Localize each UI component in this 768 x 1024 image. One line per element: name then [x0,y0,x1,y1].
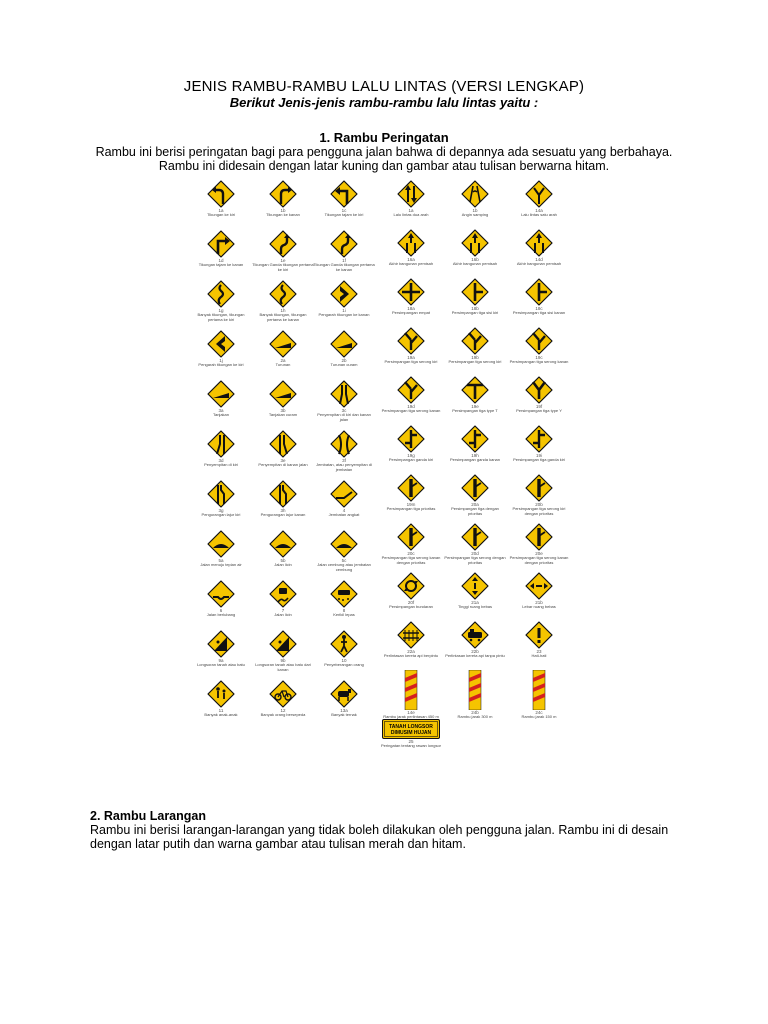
sign-caption: Tanjakan curam [268,412,298,417]
right-sign-24c [508,670,570,720]
sign-caption: Jalan cembung atau jembatan cembung [317,562,371,572]
sign-caption: Persimpangan ganda kanan [449,457,501,462]
left-sign-12 [252,680,314,718]
sign-caption: Persimpangan tiga sisi kanan [512,310,566,315]
sign-code: 20d [471,551,479,556]
sign-code: 19m [406,502,416,507]
distance-board-icon [404,670,418,710]
priority-icon [397,523,425,551]
sign-caption: Penyempitan di kanan jalan [258,462,308,467]
divider-end-icon [525,229,553,257]
sign-code: 13a [340,708,348,713]
sign-caption: Tikungan tajam ke kanan [198,262,244,267]
descent-icon [269,330,297,358]
landslide-board-icon [382,719,440,739]
right-sign-20a [444,474,506,516]
sign-caption: Banyak ternak [331,712,357,717]
right-sign-16b [444,229,506,267]
left-sign-5a [190,530,252,568]
sign-code: 19a [407,355,415,360]
sign-caption: Pengarah tikungan ke kiri [198,362,244,367]
right-sign-21a [444,572,506,610]
right-sign-16a [380,229,442,267]
sign-code: 14e [407,710,415,715]
left-sign-3b [252,380,314,418]
chevron-right-icon [330,280,358,308]
sign-caption: Lalu lintas dua arah [393,212,429,217]
sign-code: 4 [342,508,346,513]
priority-icon [397,474,425,502]
y-junction-icon [461,327,489,355]
right-sign-19h [444,425,506,463]
train-icon [461,621,489,649]
pothole-icon [207,580,235,608]
sign-caption: Hati-hati [531,653,547,658]
sign-caption: Akhir bangunan pemisah [516,261,562,266]
left-sign-6 [190,580,252,618]
sign-caption: Longsoran tanah atau batu [197,662,245,667]
right-sign-14e [380,670,442,720]
sign-caption: Tikungan Ganda tikungan pertama ke kanan [313,262,375,272]
right-sign-19m [380,474,442,512]
right-sign-18b [444,278,506,316]
sign-code: 18a [407,306,415,311]
left-sign-1e [252,230,314,272]
sign-caption: Persimpangan tiga serong kanan [509,359,569,364]
sign-code: 22b [471,649,479,654]
left-sign-1j [190,330,252,368]
two-way-icon [397,180,425,208]
sign-code: 1b [280,208,286,213]
priority-icon [461,474,489,502]
sign-caption: Tikungan Ganda tikungan pertama ke kiri [252,262,314,272]
sign-caption: Persimpangan tiga type T [452,408,498,413]
sign-code: 9a [218,658,224,663]
sign-caption: Pengarah tikungan ke kanan [318,312,370,317]
winding-road-icon [207,280,235,308]
double-curve-icon [269,230,297,258]
left-sign-3e [252,430,314,468]
sign-code: 25 [408,739,414,744]
landslide-board-text-line-2: DIMUSIM HUJAN [390,730,432,736]
sign-caption: Banyak tikungan, tikungan pertama ke kanan [259,312,307,322]
sign-code: 20c [407,551,415,556]
sign-code: 21b [535,600,543,605]
rockfall-icon [269,630,297,658]
sign-caption: Persimpangan tiga dengan prioritas [451,506,499,516]
sign-caption: Tikungan ke kanan [266,212,300,217]
left-sign-1h [252,280,314,322]
sign-caption: Jalan menuju tepian air [200,562,242,567]
left-sign-1b [252,180,314,218]
sign-code: 19f [535,404,543,409]
right-sign-19i [508,425,570,463]
left-sign-10 [313,630,375,668]
sign-code: 20e [535,551,543,556]
document-subtitle: Berikut Jenis-jenis rambu-rambu lalu lintas yaitu : [229,95,539,110]
sign-code: 23 [536,649,542,654]
sign-caption: Persimpangan tiga sisi kiri [451,310,499,315]
right-sign-20e [508,523,570,565]
right-sign-20f [380,572,442,610]
right-sign-1a [380,180,442,218]
right-sign-24b [444,670,506,720]
curve-left-icon [207,180,235,208]
staggered-icon [461,425,489,453]
sign-caption: Banyak orang bersepeda [260,712,306,717]
right-sign-19b [444,327,506,365]
sign-code: 24b [471,710,479,715]
sign-caption: Longsoran tanah atau batu dari kanan [255,662,311,672]
left-sign-9a [190,630,252,668]
winding-road-icon [269,280,297,308]
right-sign-19e [444,376,506,414]
sign-code: 5c [341,558,347,563]
y-junction-icon [397,327,425,355]
sign-code: 19e [471,404,479,409]
distance-board-icon [468,670,482,710]
sign-code: 5a [218,558,224,563]
priority-icon [525,523,553,551]
sign-code: 1e [280,258,286,263]
sign-caption: Rambu jarak perlintasan 450 m [383,714,439,719]
sign-caption: Penyempitan di kiri [204,462,238,467]
pedestrian-icon [330,630,358,658]
section-1-line-1: Rambu ini berisi peringatan bagi para pengguna jalan bahwa di depannya ada sesuatu yang berbahaya. [95,145,673,159]
roundabout-icon [397,572,425,600]
y-type-icon [525,376,553,404]
curve-right-icon [269,180,297,208]
sign-code: 22a [407,649,415,654]
sign-caption: Persimpangan bundaran [389,604,433,609]
sign-code: 1h [280,308,286,313]
sign-code: 21a [471,600,479,605]
merge-icon [525,180,553,208]
sign-code: 10 [341,658,347,663]
sign-caption: Jalan licin [274,612,292,617]
left-sign-3c [313,380,375,422]
left-sign-3d [190,430,252,468]
sign-caption: Tikungan ke kiri [207,212,235,217]
sign-code: 1g [218,308,224,313]
left-sign-7 [252,580,314,618]
sign-code: 3d [218,458,224,463]
drawbridge-icon [330,480,358,508]
sign-caption: Persimpangan tiga type Y [516,408,562,413]
document-title: JENIS RAMBU-RAMBU LALU LINTAS (VERSI LENGKAP) [183,78,585,95]
width-icon [525,572,553,600]
sign-caption: Penyeberangan orang [324,662,364,667]
sign-code: 19d [407,404,415,409]
sign-code: 16a [407,257,415,262]
sign-code: 3a [218,408,224,413]
right-sign-19d [380,376,442,414]
left-sign-13a [313,680,375,718]
sign-caption: Persimpangan tiga serong kiri dengan prioritas [512,506,566,516]
sign-code: 20f [407,600,415,605]
divider-end-icon [397,229,425,257]
sign-code: 1i [342,308,346,313]
crossroad-icon [397,278,425,306]
sign-code: 1j [219,358,223,363]
landslide-board-text-line-1: TANAH LONGSOR [389,724,433,730]
sign-code: 24c [535,710,543,715]
sign-caption: Jembatan, atau penyempitan di jembatan [316,462,372,472]
sign-code: 1a [408,208,414,213]
bump-icon [330,530,358,558]
right-sign-22b [444,621,506,659]
bridge-icon [330,430,358,458]
t-type-icon [461,376,489,404]
sign-caption: Akhir bangunan pemisah [388,261,434,266]
sign-code: 11 [218,708,224,713]
children-icon [207,680,235,708]
staggered-icon [525,425,553,453]
sign-code: 19i [535,453,542,458]
sign-code: 3b [280,408,286,413]
sign-code: 16b [471,257,479,262]
sign-code: 1f [342,258,346,263]
section-1-line-2: Rambu ini didesain dengan latar kuning dan gambar atau tulisan berwarna hitam. [158,159,610,173]
sign-caption: Jalan licin [274,562,292,567]
sign-caption: Jalan berlubang [206,612,236,617]
sign-caption: Rambu jarak 150 m [521,714,557,719]
sign-code: 3e [280,458,286,463]
left-sign-3g [190,480,252,518]
section-2-line-2: dengan latar putih dan warna gambar atau tulisan merah dan hitam. [90,837,466,851]
right-sign-22a [380,621,442,659]
right-sign-19g [380,425,442,463]
sign-code: 3g [218,508,224,513]
sign-code: 12 [280,708,286,713]
sign-code: 18c [535,306,543,311]
left-sign-3h [252,480,314,518]
right-sign-19a [380,327,442,365]
sign-code: 9b [280,658,286,663]
sign-caption: Persimpangan tiga serong kanan dengan prioritas [509,555,569,565]
sign-caption: Persimpangan tiga serong dengan prioritas [444,555,506,565]
sign-caption: Angin samping [461,212,489,217]
slippery-icon [269,580,297,608]
sign-caption: Persimpangan tiga serong kanan [381,408,441,413]
sign-code: 1c [341,208,347,213]
narrow-right-icon [269,430,297,458]
sign-caption: Persimpangan empat [391,310,431,315]
sign-caption: Tanjakan [212,412,229,417]
priority-icon [461,523,489,551]
sign-code: 8 [342,608,346,613]
warning-signs-chart [190,180,580,748]
right-sign-1b [444,180,506,218]
rail-gate-icon [397,621,425,649]
right-sign-19c [508,327,570,365]
sign-code: 19g [407,453,415,458]
left-sign-2b [313,330,375,368]
sign-code: 6 [219,608,223,613]
sign-caption: Rambu jarak 300 m [457,714,493,719]
y-junction-icon [525,327,553,355]
sign-caption: Persimpangan tiga ganda kiri [513,457,565,462]
right-sign-14d [508,229,570,267]
left-sign-3f [313,430,375,472]
sign-caption: Jembatan angkat [328,512,360,517]
cattle-icon [330,680,358,708]
sign-code: 18b [471,306,479,311]
right-sign-14a [508,180,570,218]
sign-caption: Peringatan tentang rawan longsor [380,743,442,748]
right-sign-21b [508,572,570,610]
sign-code: 1a [218,208,224,213]
t-junction-icon [461,278,489,306]
sign-caption: Persimpangan tiga serong kiri [448,359,502,364]
left-sign-3a [190,380,252,418]
lane-reduce-icon [207,480,235,508]
sign-caption: Turunan [275,362,291,367]
sign-caption: Pengurangan lajur kiri [201,512,241,517]
sign-code: 1b [472,208,478,213]
sign-code: 14a [535,208,543,213]
left-sign-2a [252,330,314,368]
priority-icon [525,474,553,502]
descent-icon [330,330,358,358]
section-1-body [0,145,768,173]
right-sign-20b [508,474,570,516]
rockfall-icon [207,630,235,658]
sharp-left-icon [330,180,358,208]
right-sign-25 [380,719,442,749]
lane-reduce-icon [269,480,297,508]
section-1-heading: 1. Rambu Peringatan [319,130,449,145]
sign-caption: Banyak anak-anak [204,712,238,717]
sign-code: 20a [471,502,479,507]
section-2-heading: 2. Rambu Larangan [90,809,206,823]
left-sign-5c [313,530,375,572]
sign-caption: Tinggi ruang bebas [457,604,493,609]
left-sign-4 [313,480,375,518]
left-sign-5b [252,530,314,568]
section-2-line-1: Rambu ini berisi larangan-larangan yang tidak boleh dilakukan oleh pengguna jalan. Rambu ini di desain [90,823,669,837]
t-junction-icon [525,278,553,306]
sign-caption: Tikungan tajam ke kiri [324,212,364,217]
sign-caption: Perlintasan kereta api berpintu [383,653,439,658]
gravel-icon [330,580,358,608]
sign-code: 3h [280,508,286,513]
sign-caption: Persimpangan tiga serong kanan dengan prioritas [381,555,441,565]
bump-icon [207,530,235,558]
distance-board-icon [532,670,546,710]
sign-code: 20b [535,502,543,507]
sign-caption: Persimpangan tiga serong kiri [384,359,438,364]
bicycle-icon [269,680,297,708]
sign-code: 1d [218,258,224,263]
sign-caption: Kerikil lepas [333,612,355,617]
chevron-left-icon [207,330,235,358]
left-sign-1d [190,230,252,268]
sign-caption: Persimpangan tiga prioritas [386,506,436,511]
sign-caption: Pengurangan lajur kanan [260,512,306,517]
left-sign-1i [313,280,375,318]
sign-caption: Penyempitan di kiri dan kanan jalan [317,412,371,422]
double-curve-icon [330,230,358,258]
sign-caption: Persimpangan ganda kiri [388,457,434,462]
left-sign-11 [190,680,252,718]
left-sign-1g [190,280,252,322]
sign-code: 2a [280,358,286,363]
right-sign-20d [444,523,506,565]
section-2-body [90,823,710,851]
sign-code: 14d [535,257,543,262]
right-sign-20c [380,523,442,565]
left-sign-1c [313,180,375,218]
staggered-icon [397,425,425,453]
sharp-right-icon [207,230,235,258]
sign-code: 5b [280,558,286,563]
left-sign-1a [190,180,252,218]
right-sign-18c [508,278,570,316]
wind-icon [461,180,489,208]
y-junction-icon [397,376,425,404]
left-sign-9b [252,630,314,672]
ascent-icon [207,380,235,408]
narrow-left-icon [207,430,235,458]
sign-code: 19h [471,453,479,458]
bump-icon [269,530,297,558]
sign-code: 3c [341,408,347,413]
divider-end-icon [461,229,489,257]
ascent-icon [269,380,297,408]
right-sign-23 [508,621,570,659]
sign-code: 19b [471,355,479,360]
sign-code: 2b [341,358,347,363]
sign-caption: Lalu lintas satu arah [521,212,557,217]
sign-code: 3f [342,458,346,463]
left-sign-1f [313,230,375,272]
left-sign-8 [313,580,375,618]
right-sign-19f [508,376,570,414]
sign-caption: Banyak tikungan, tikungan pertama ke kiri [197,312,245,322]
sign-caption: Turunan curam [330,362,358,367]
sign-code: 7 [281,608,285,613]
sign-caption: Perlintasan kereta api tanpa pintu [445,653,505,658]
right-sign-18a [380,278,442,316]
narrow-road-icon [330,380,358,408]
exclamation-icon [525,621,553,649]
sign-caption: Akhir bangunan pemisah [452,261,498,266]
sign-code: 19c [535,355,543,360]
height-icon [461,572,489,600]
sign-caption: Lebar ruang bebas [522,604,556,609]
